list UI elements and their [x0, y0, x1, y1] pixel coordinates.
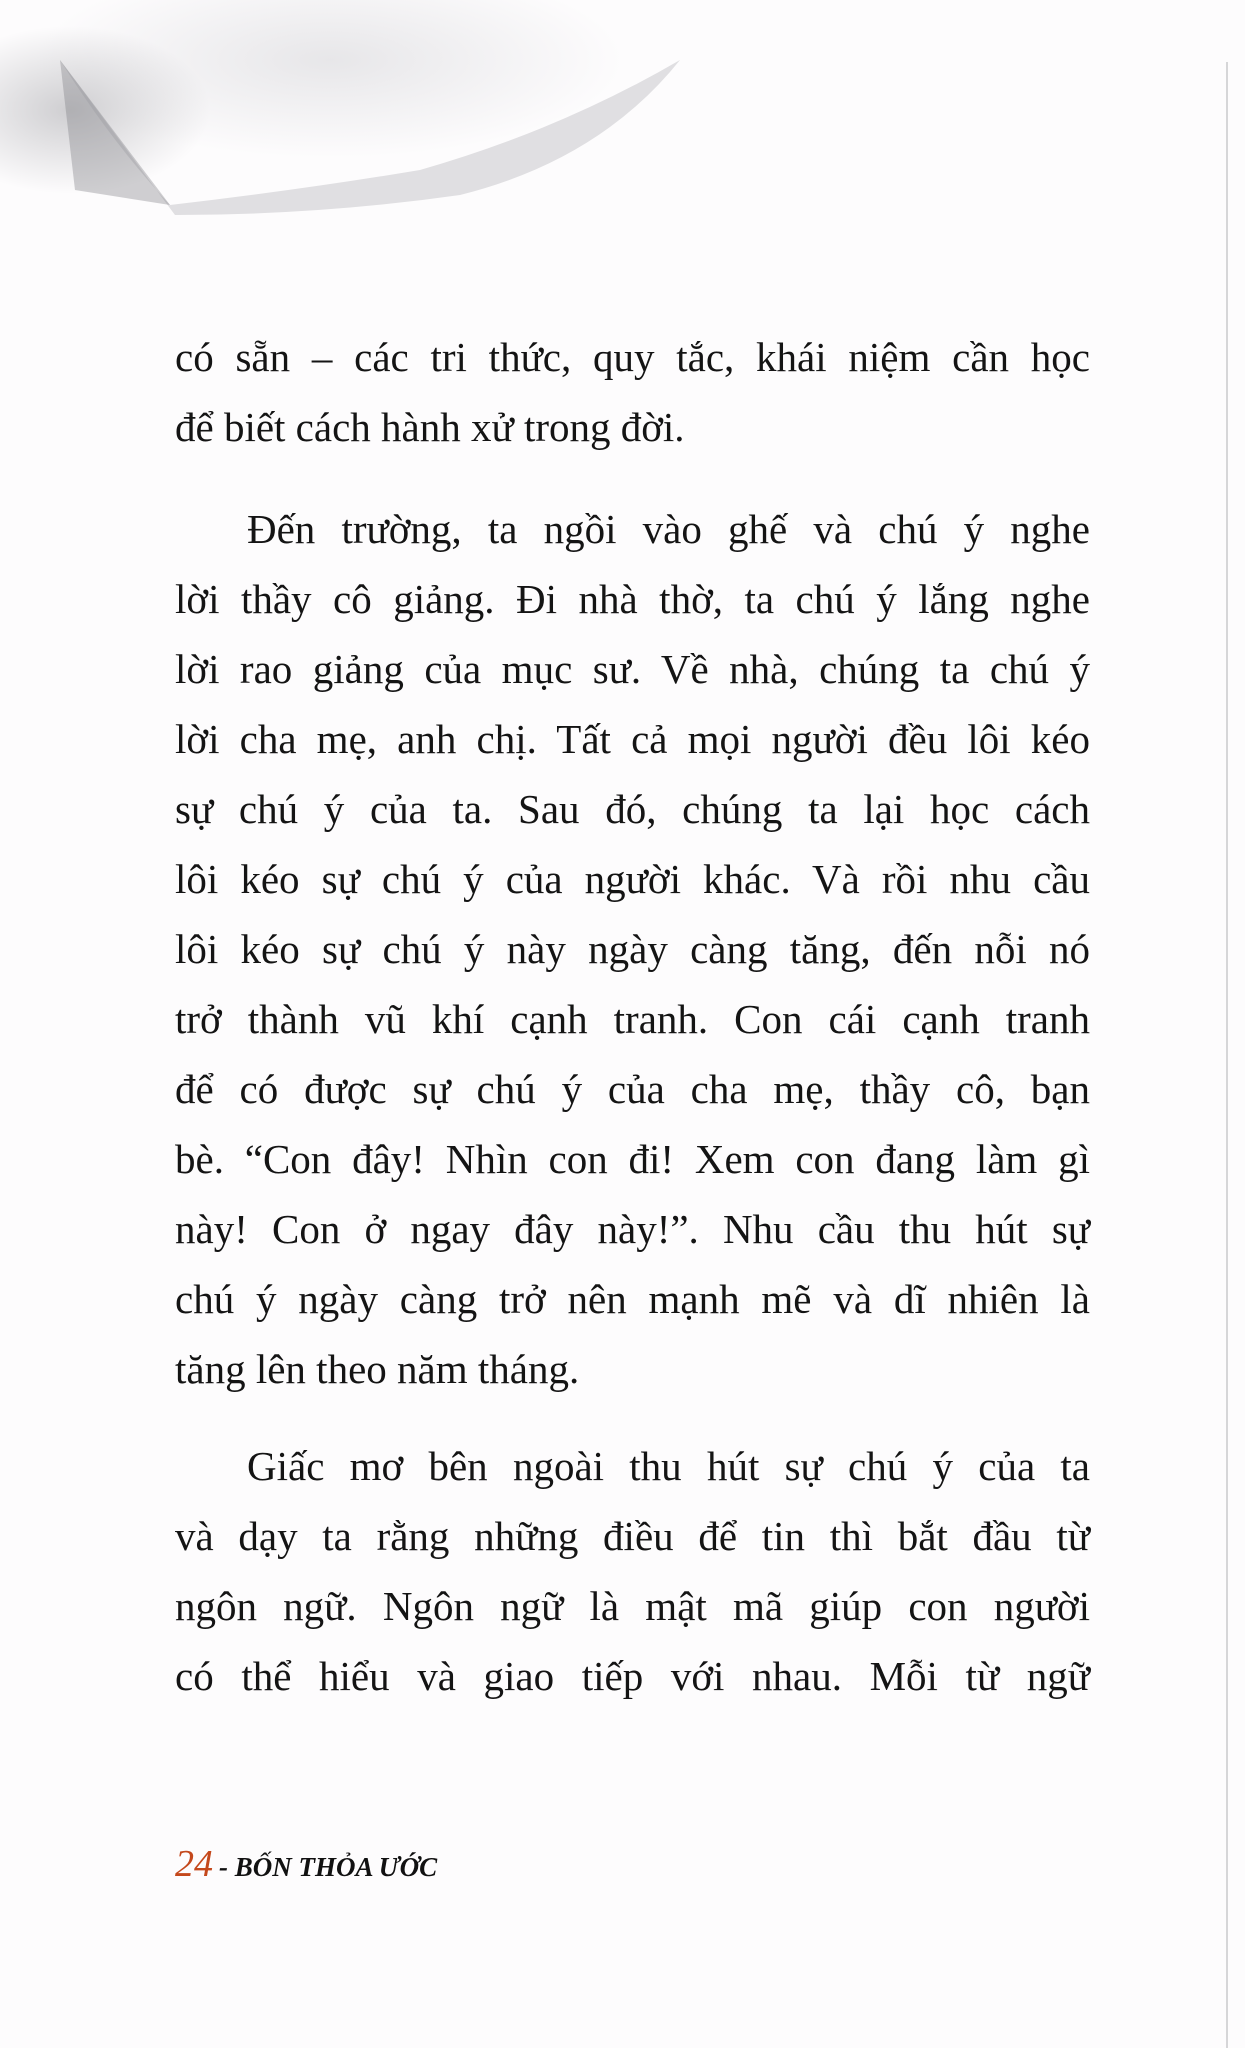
text-line: Giấc mơ bên ngoài thu hút sự chú ý của ta: [247, 1443, 1090, 1489]
text-line: chú ý ngày càng trở nên mạnh mẽ và dĩ nhiên là: [175, 1276, 1090, 1322]
text-line: sự chú ý của ta. Sau đó, chúng ta lại học cách: [175, 786, 1090, 832]
text-line: này! Con ở ngay đây này!”. Nhu cầu thu hút sự: [175, 1206, 1090, 1252]
text-line: trở thành vũ khí cạnh tranh. Con cái cạnh tranh: [175, 996, 1090, 1042]
page-edge: [1226, 62, 1228, 2048]
text-line: có thể hiểu và giao tiếp với nhau. Mỗi từ ngữ: [175, 1653, 1090, 1699]
page-number: 24: [175, 1843, 213, 1885]
text-line: để có được sự chú ý của cha mẹ, thầy cô, bạn: [175, 1066, 1090, 1112]
text-line: có sẵn – các tri thức, quy tắc, khái niệm cần học: [175, 334, 1090, 380]
page-fold-shadow: [0, 0, 1245, 300]
text-line: lời rao giảng của mục sư. Về nhà, chúng ta chú ý: [175, 646, 1090, 692]
page-footer: [175, 1842, 437, 1886]
book-title: - BỐN THỎA ƯỚC: [219, 1852, 438, 1882]
paragraph-1: [175, 322, 1090, 462]
text-line: để biết cách hành xử trong đời.: [175, 404, 685, 450]
paragraph-2: [175, 494, 1090, 1404]
text-line: lôi kéo sự chú ý của người khác. Và rồi nhu cầu: [175, 856, 1090, 902]
paragraph-3: [175, 1431, 1090, 1711]
text-line: Đến trường, ta ngồi vào ghế và chú ý nghe: [247, 506, 1090, 552]
text-line: lời cha mẹ, anh chị. Tất cả mọi người đều lôi kéo: [175, 716, 1090, 762]
text-line: lời thầy cô giảng. Đi nhà thờ, ta chú ý lắng nghe: [175, 576, 1090, 622]
text-line: bè. “Con đây! Nhìn con đi! Xem con đang làm gì: [175, 1136, 1090, 1182]
text-line: ngôn ngữ. Ngôn ngữ là mật mã giúp con người: [175, 1583, 1090, 1629]
text-line: và dạy ta rằng những điều để tin thì bắt đầu từ: [175, 1513, 1090, 1559]
text-line: lôi kéo sự chú ý này ngày càng tăng, đến nỗi nó: [175, 926, 1090, 972]
text-line: tăng lên theo năm tháng.: [175, 1346, 580, 1392]
